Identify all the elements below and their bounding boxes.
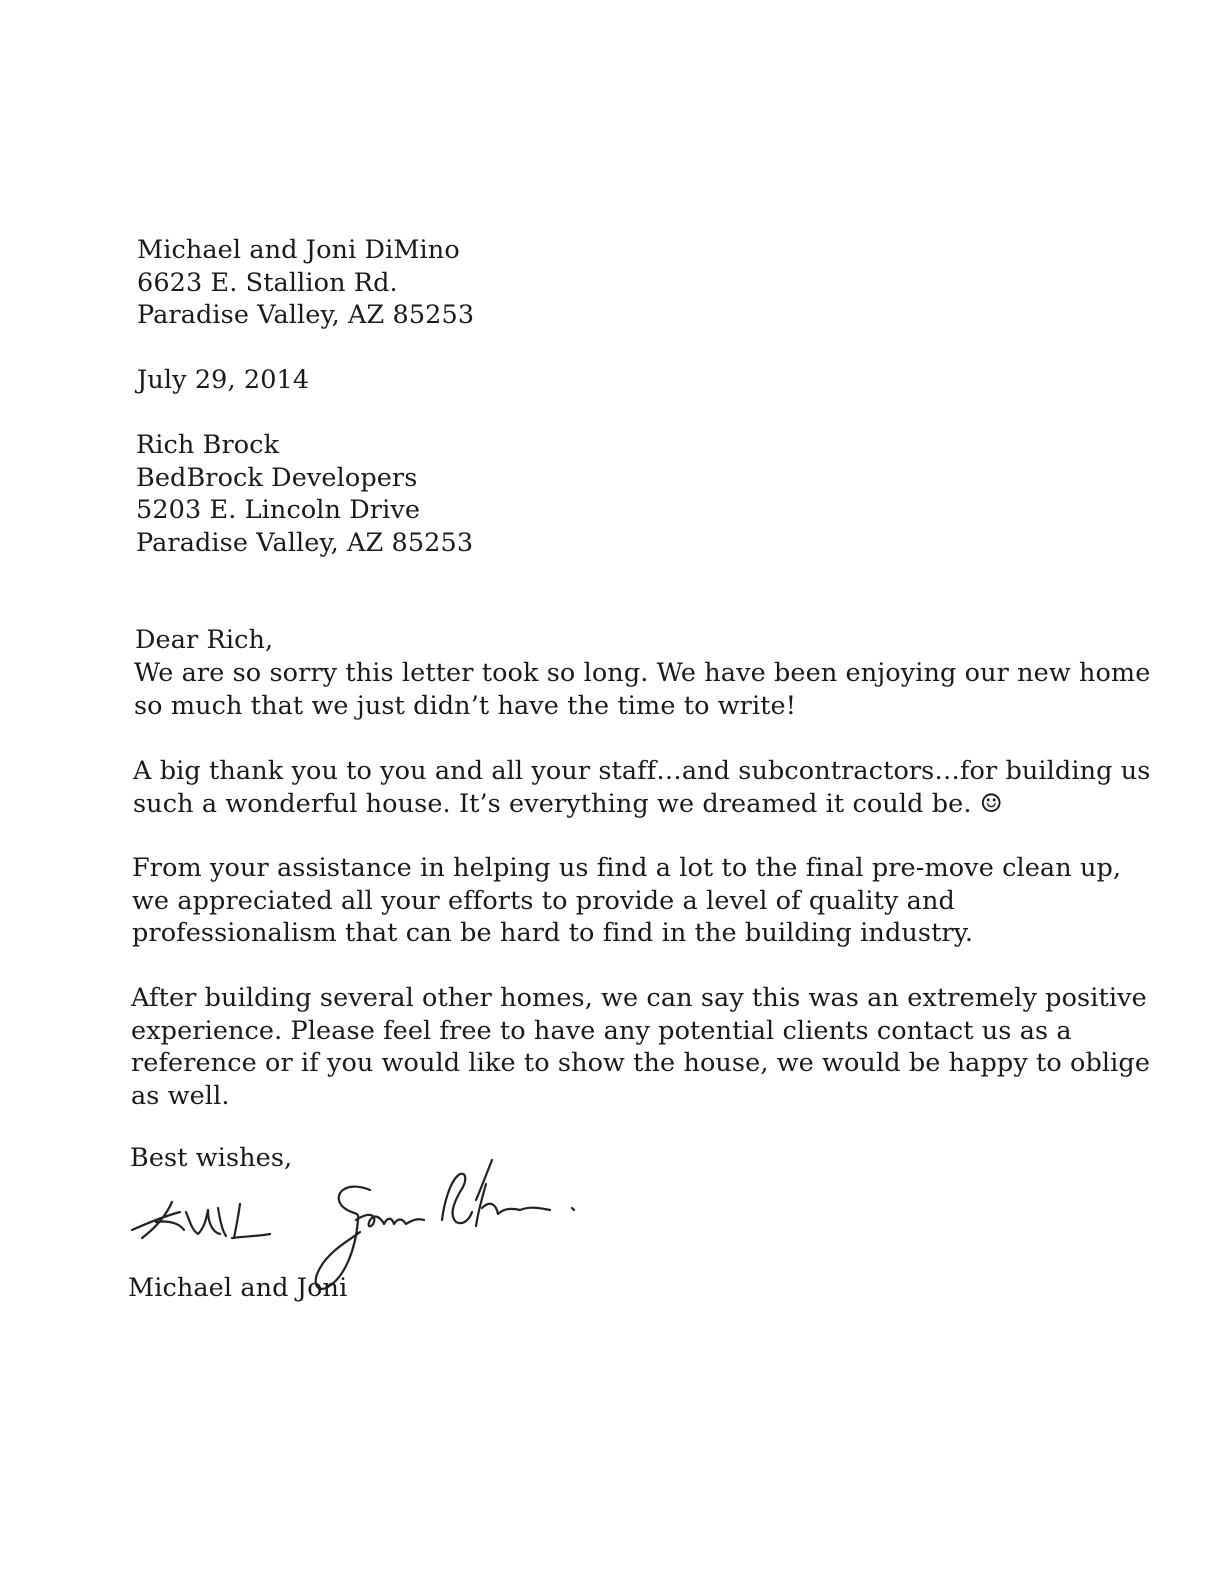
- date-text: July 29, 2014: [137, 365, 310, 395]
- paragraph-1: [134, 657, 1150, 722]
- letter-date: [137, 364, 309, 397]
- recipient-name: Rich Brock: [136, 430, 280, 460]
- signature-michael: [132, 1202, 270, 1238]
- paragraph-4: [131, 982, 1150, 1112]
- paragraph-line: From your assistance in helping us find a lot to the final pre-move clean up,: [132, 853, 1122, 883]
- paragraph-line: experience. Please feel free to have any potential clients contact us as a: [131, 1015, 1072, 1046]
- sender-street: 6623 E. Stallion Rd.: [137, 267, 398, 298]
- salutation: [135, 624, 273, 657]
- recipient-address: [136, 429, 473, 559]
- paragraph-2: [133, 755, 1150, 820]
- paragraph-line: A big thank you to you and all your staff…and subcontractors…for building us: [133, 756, 1151, 786]
- signoff: [128, 1272, 347, 1305]
- signoff-text: Michael and Joni: [128, 1273, 348, 1303]
- sender-city: Paradise Valley, AZ 85253: [137, 300, 475, 330]
- recipient-company: BedBrock Developers: [136, 462, 418, 493]
- paragraph-line: After building several other homes, we can say this was an extremely positive: [131, 983, 1147, 1013]
- salutation-text: Dear Rich,: [135, 625, 274, 655]
- paragraph-line: such a wonderful house. It’s everything we dreamed it could be. ☺: [133, 788, 1003, 819]
- paragraph-3: [132, 852, 1121, 950]
- signature-joni: [316, 1160, 574, 1289]
- recipient-city: Paradise Valley, AZ 85253: [136, 527, 474, 558]
- paragraph-line: We are so sorry this letter took so long. We have been enjoying our new home: [134, 658, 1151, 688]
- paragraph-line: as well.: [131, 1080, 230, 1111]
- paragraph-line: professionalism that can be hard to find in the building industry.: [132, 918, 974, 948]
- closing-text: Best wishes,: [130, 1143, 293, 1173]
- sender-name: Michael and Joni DiMino: [137, 235, 460, 265]
- paragraph-line: so much that we just didn’t have the time to write!: [134, 690, 797, 721]
- paragraph-line: we appreciated all your efforts to provide a level of quality and: [132, 885, 955, 916]
- sender-address: [137, 234, 474, 332]
- recipient-street: 5203 E. Lincoln Drive: [136, 495, 421, 525]
- paragraph-line: reference or if you would like to show the house, we would be happy to oblige: [131, 1048, 1151, 1078]
